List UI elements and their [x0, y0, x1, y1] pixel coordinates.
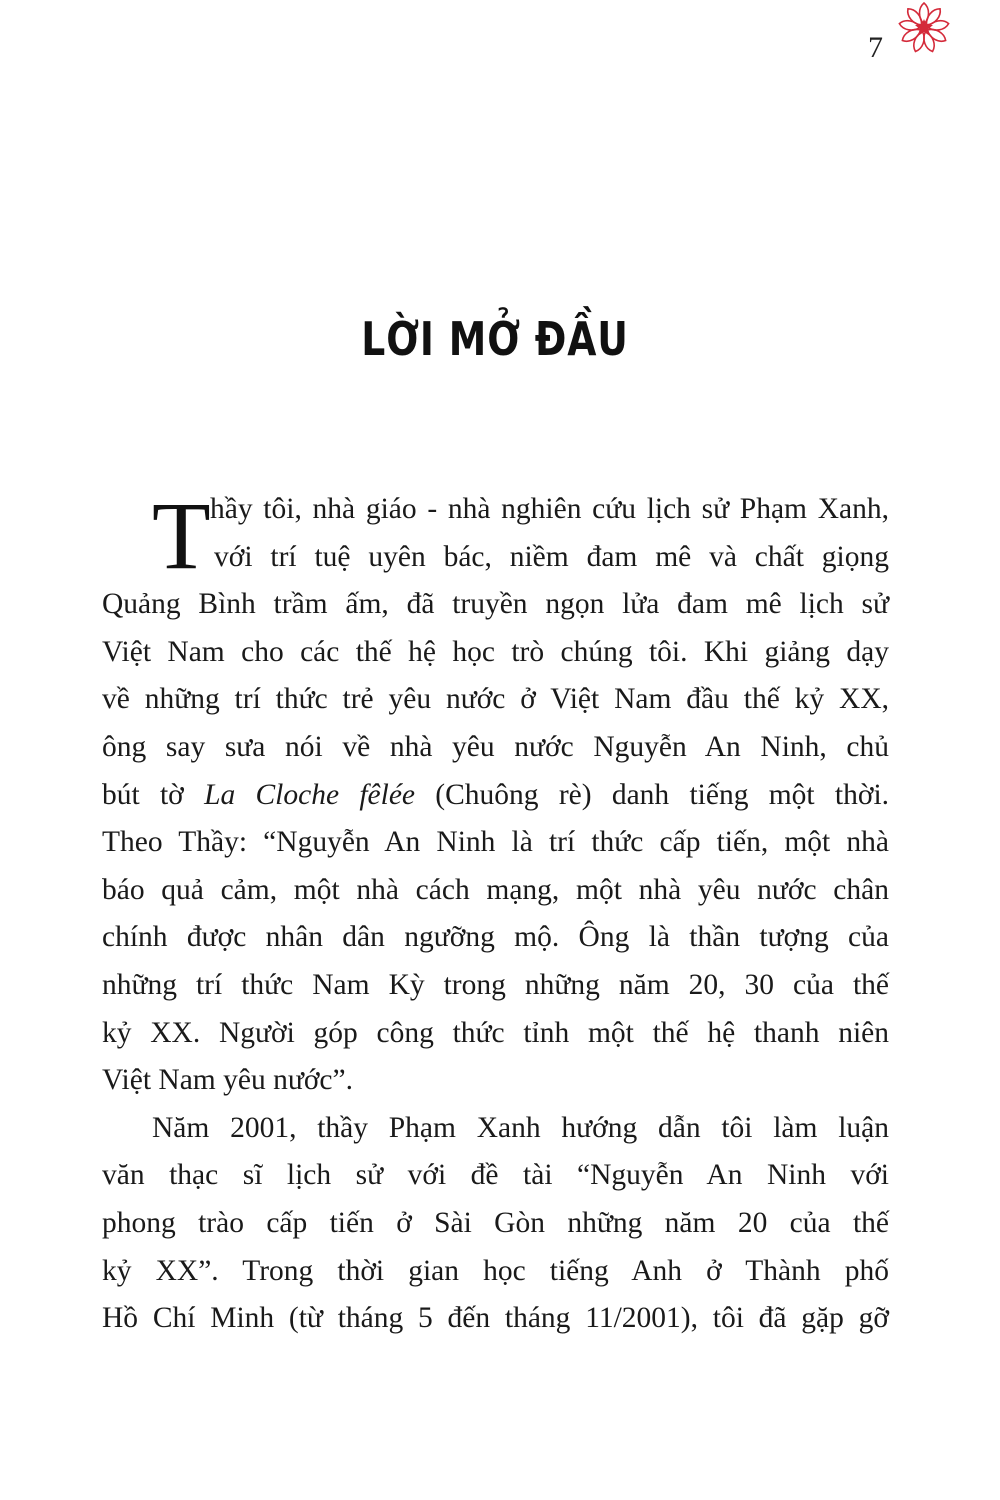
text-segment: (Chuông rè) danh tiếng một thời.	[435, 778, 890, 811]
text-line: những trí thức Nam Kỳ trong những năm 20, 30 của thế	[102, 968, 889, 1001]
text-line: kỷ XX”. Trong thời gian học tiếng Anh ở Thành phố	[102, 1254, 889, 1287]
text-line: văn thạc sĩ lịch sử với đề tài “Nguyễn An Ninh với	[102, 1159, 889, 1192]
text-line: hầy tôi, nhà giáo - nhà nghiên cứu lịch sử Phạm Xanh,	[210, 493, 889, 525]
text-line	[102, 772, 889, 820]
text-line: phong trào cấp tiến ở Sài Gòn những năm 20 của thế	[102, 1206, 889, 1239]
newspaper-title: La Cloche fêlée	[204, 778, 416, 811]
text-line: Việt Nam yêu nước”.	[102, 1064, 353, 1097]
text-line: Hồ Chí Minh (từ tháng 5 đến tháng 11/2001), tôi đã gặp gỡ	[102, 1302, 889, 1335]
red-star-flower-logo	[896, 2, 952, 54]
text-line: báo quả cảm, một nhà cách mạng, một nhà yêu nước chân	[102, 873, 889, 906]
text-line: kỷ XX. Người góp công thức tỉnh một thế hệ thanh niên	[102, 1016, 889, 1049]
text-line: Quảng Bình trầm ấm, đã truyền ngọn lửa đam mê lịch sử	[102, 588, 889, 621]
text-line: về những trí thức trẻ yêu nước ở Việt Nam đầu thế kỷ XX,	[102, 683, 889, 716]
text-line: với trí tuệ uyên bác, niềm đam mê và chất giọng	[214, 540, 889, 573]
text-line: ông say sưa nói về nhà yêu nước Nguyễn An Ninh, chủ	[102, 730, 889, 763]
drop-cap: T	[152, 482, 211, 589]
text-line: Việt Nam cho các thế hệ học trò chúng tôi. Khi giảng dạy	[102, 635, 889, 668]
text-line: Theo Thầy: “Nguyễn An Ninh là trí thức cấp tiến, một nhà	[102, 826, 889, 859]
text-line: Năm 2001, thầy Phạm Xanh hướng dẫn tôi làm luận	[152, 1111, 889, 1144]
body-text	[102, 482, 890, 1343]
chapter-title: LỜI MỞ ĐẦU	[361, 312, 629, 366]
text-line: chính được nhân dân ngưỡng mộ. Ông là thần tượng của	[102, 921, 889, 954]
text-segment: bút tờ	[102, 778, 184, 811]
page-number: 7	[868, 31, 883, 64]
